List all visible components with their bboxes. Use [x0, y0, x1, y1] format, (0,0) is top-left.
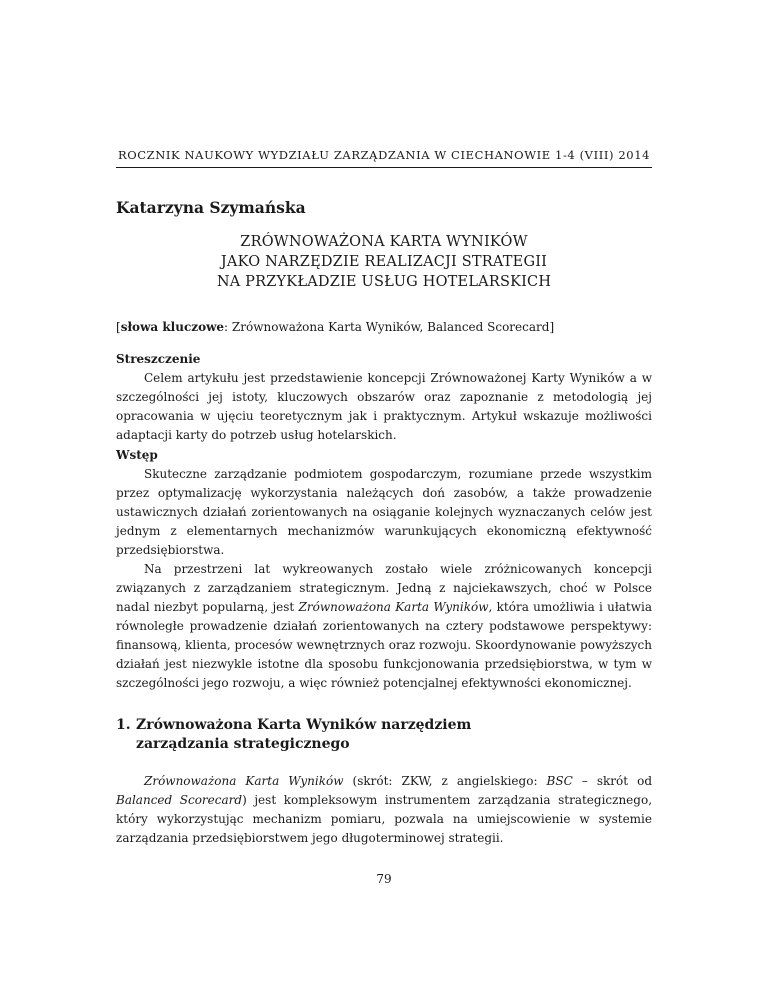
emphasis: BSC — [546, 774, 573, 788]
keywords-open: [ — [116, 320, 121, 334]
header-rule — [116, 167, 652, 168]
page-number: 79 — [376, 872, 392, 886]
emphasis: Balanced Scorecard — [116, 793, 243, 807]
text-span: ) jest kompleksowym instrumentem zarządzania strategicznego, który wykorzystując mechanizm pomiaru, pozwala na umiejscowienie w systemie zarządzania przedsiębiorstwem jego długoterminowej strategii. — [116, 793, 653, 845]
article-title — [116, 232, 652, 292]
section-1-body — [116, 772, 652, 848]
title-line: NA PRZYKŁADZIE USŁUG HOTELARSKICH — [216, 274, 552, 290]
keywords-text: : Zrównoważona Karta Wyników, Balanced Scorecard] — [224, 320, 555, 334]
keywords-label: słowa kluczowe — [120, 320, 225, 334]
emphasis: Zrównoważona Karta Wyników — [144, 774, 344, 788]
text-span: (skrót: ZKW, z angielskiego: — [343, 774, 547, 788]
emphasis: Zrównoważona Karta Wyników — [298, 600, 489, 614]
journal-header: ROCZNIK NAUKOWY WYDZIAŁU ZARZĄDZANIA W CIECHANOWIE 1-4 (VIII) 2014 — [117, 148, 651, 162]
title-line: ZRÓWNOWAŻONA KARTA WYNIKÓW — [240, 234, 528, 250]
section-title-line-1: Zrównoważona Karta Wyników narzędziem — [136, 717, 472, 733]
keywords — [116, 318, 652, 336]
title-line: JAKO NARZĘDZIE REALIZACJI STRATEGII — [220, 254, 548, 270]
introduction — [116, 446, 652, 693]
intro-heading: Wstęp — [116, 448, 158, 462]
text-span: – skrót od — [572, 774, 653, 788]
intro-paragraph-2 — [116, 560, 652, 693]
section-number: 1. — [116, 717, 131, 733]
section-title-line-2: zarządzania strategicznego — [136, 736, 350, 752]
section-1-paragraph — [116, 772, 652, 848]
author-name: Katarzyna Szymańska — [116, 198, 306, 217]
abstract-heading: Streszczenie — [116, 352, 201, 366]
abstract — [116, 350, 652, 445]
intro-paragraph-1: Skuteczne zarządzanie podmiotem gospodarczym, rozumiane przede wszystkim przez optymalizację wykorzystania należących doń zasobów, a także prowadzenie ustawicznych działań zorientowanych na osiąganie kolejnych wyznaczanych celów jest jednym z elementarnych mechanizmów warunkujących ekonomiczną efektywność przedsiębiorstwa. — [116, 467, 652, 557]
abstract-text: Celem artykułu jest przedstawienie koncepcji Zrównoważonej Karty Wyników a w szczególności jej istoty, kluczowych obszarów oraz zapoznanie z metodologią jej opracowania w ujęciu teoretycznym jak i praktycznym. Artykuł wskazuje możliwości adaptacji karty do potrzeb usług hotelarskich. — [116, 371, 652, 442]
section-1-heading — [116, 716, 652, 754]
text-span: Na przestrzeni lat wykreowanych zostało wiele zróżnicowanych koncepcji związanych z zarządzaniem strategicznym. Jedną z najciekawszych, choć w Polsce nadal niezbyt popularną, jest — [116, 562, 652, 614]
text-span: , która umożliwia i ułatwia równoległe prowadzenie działań zorientowanych na cztery podstawowe perspektywy: finansową, klienta, procesów wewnętrznych oraz rozwoju. Skoordynowanie powyższych działań jest niezwykle istotne dla sposobu funkcjonowania przedsiębiorstwa, w tym w szczególności jego rozwoju, a więc również potencjalnej efektywności ekonomicznej. — [116, 600, 653, 690]
